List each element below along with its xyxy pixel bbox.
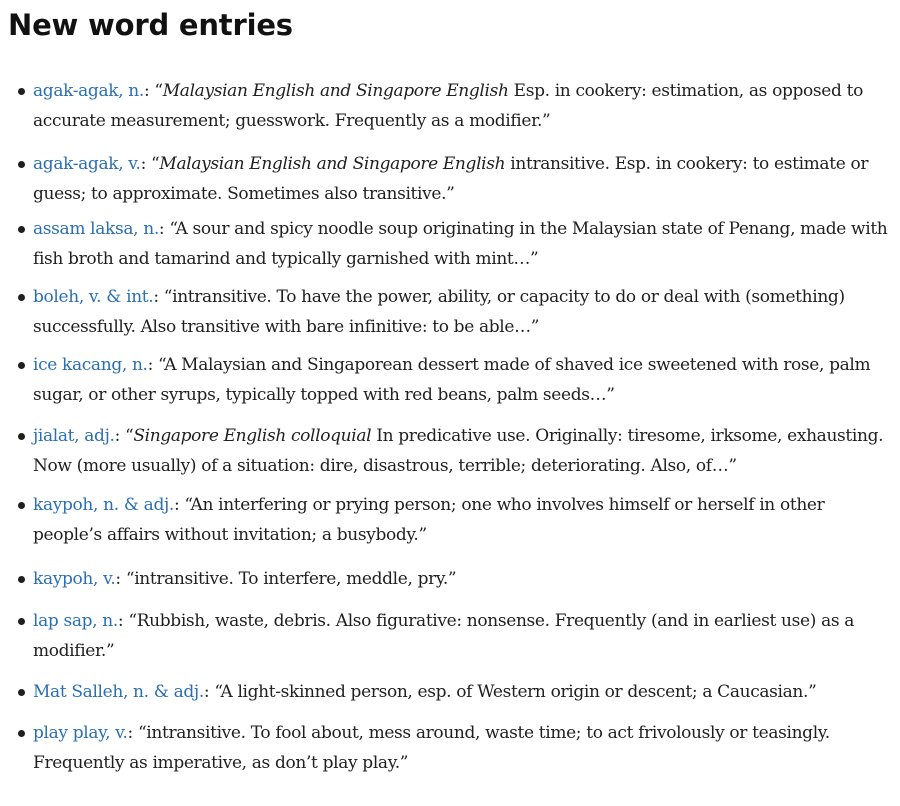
definition-text: In predicative use. Originally: tiresome, irksome, exhausting. Now (more usually) of a situation: dire, disastrous, terrible; deteriorating. Also, of…” [33, 426, 884, 476]
list-item [33, 214, 893, 274]
list-item [33, 76, 893, 136]
list-item [33, 677, 893, 707]
separator: : [117, 611, 129, 631]
separator: : [153, 287, 164, 307]
list-item [33, 606, 893, 666]
open-quote: “ [154, 81, 163, 101]
open-quote: “ [128, 611, 137, 631]
separator: : [203, 682, 215, 702]
term-link[interactable]: jialat, adj. [33, 426, 115, 446]
bullet-icon [18, 618, 25, 625]
bullet-icon [18, 362, 25, 369]
separator: : [140, 154, 152, 174]
definition-text: intransitive. To have the power, ability, or capacity to do or deal with (something) successfully. Also transitive with bare infinitive: to be able…” [33, 287, 845, 337]
bullet-icon [18, 576, 25, 583]
list-item [33, 149, 893, 209]
definition-text: A Malaysian and Singaporean dessert made of shaved ice sweetened with rose, palm sugar, or other syrups, typically topped with red beans, palm seeds…” [33, 355, 871, 405]
bullet-icon [18, 689, 25, 696]
list-item [33, 282, 893, 342]
term-link[interactable]: assam laksa, n. [33, 219, 159, 239]
term-link[interactable]: lap sap, n. [33, 611, 118, 631]
bullet-icon [18, 226, 25, 233]
open-quote: “ [125, 569, 135, 589]
usage-label: Malaysian English and Singapore English [162, 81, 509, 101]
definition-text: An interfering or prying person; one who involves himself or herself in other people’s affairs without invitation; a busybody.” [33, 495, 825, 545]
separator: : [173, 495, 185, 515]
open-quote: “ [137, 723, 147, 743]
term-link[interactable]: play play, v. [33, 723, 128, 743]
definition-text: Esp. in cookery: estimation, as opposed to accurate measurement; guesswork. Frequently as a modifier.” [33, 81, 863, 131]
term-link[interactable]: Mat Salleh, n. & adj. [33, 682, 204, 702]
list-item [33, 421, 893, 481]
separator: : [127, 723, 138, 743]
open-quote: “ [125, 426, 134, 446]
definition-text: intransitive. To fool about, mess around, waste time; to act frivolously or teasingly. Frequently as imperative, as don’t play play.” [33, 723, 830, 773]
bullet-icon [18, 294, 25, 301]
definition-text: Rubbish, waste, debris. Also figurative: nonsense. Frequently (and in earliest use) as a modifier.” [33, 611, 855, 661]
usage-label: Singapore English colloquial [133, 426, 372, 446]
term-link[interactable]: agak-agak, n. [33, 81, 144, 101]
bullet-icon [18, 433, 25, 440]
definition-text: A sour and spicy noodle soup originating in the Malaysian state of Penang, made with fish broth and tamarind and typically garnished with mint…” [33, 219, 888, 269]
term-link[interactable]: kaypoh, n. & adj. [33, 495, 174, 515]
open-quote: “ [151, 154, 160, 174]
page-title: New word entries [8, 8, 293, 42]
term-link[interactable]: agak-agak, v. [33, 154, 141, 174]
term-link[interactable]: boleh, v. & int. [33, 287, 154, 307]
list-item [33, 490, 893, 550]
separator: : [147, 355, 159, 375]
bullet-icon [18, 502, 25, 509]
open-quote: “ [163, 287, 173, 307]
term-link[interactable]: kaypoh, v. [33, 569, 116, 589]
definition-text: intransitive. To interfere, meddle, pry.” [134, 569, 457, 589]
open-quote: “ [184, 495, 191, 515]
separator: : [143, 81, 155, 101]
bullet-icon [18, 161, 25, 168]
separator: : [115, 569, 126, 589]
open-quote: “ [169, 219, 176, 239]
bullet-icon [18, 88, 25, 95]
open-quote: “ [158, 355, 165, 375]
usage-label: Malaysian English and Singapore English [159, 154, 506, 174]
definition-text: A light-skinned person, esp. of Western origin or descent; a Caucasian.” [220, 682, 817, 702]
separator: : [114, 426, 125, 446]
bullet-icon [18, 730, 25, 737]
definition-text: intransitive. Esp. in cookery: to estimate or guess; to approximate. Sometimes also transitive.” [33, 154, 869, 204]
list-item [33, 350, 893, 410]
list-item [33, 564, 893, 594]
separator: : [158, 219, 170, 239]
list-item [33, 718, 893, 778]
open-quote: “ [214, 682, 221, 702]
term-link[interactable]: ice kacang, n. [33, 355, 148, 375]
